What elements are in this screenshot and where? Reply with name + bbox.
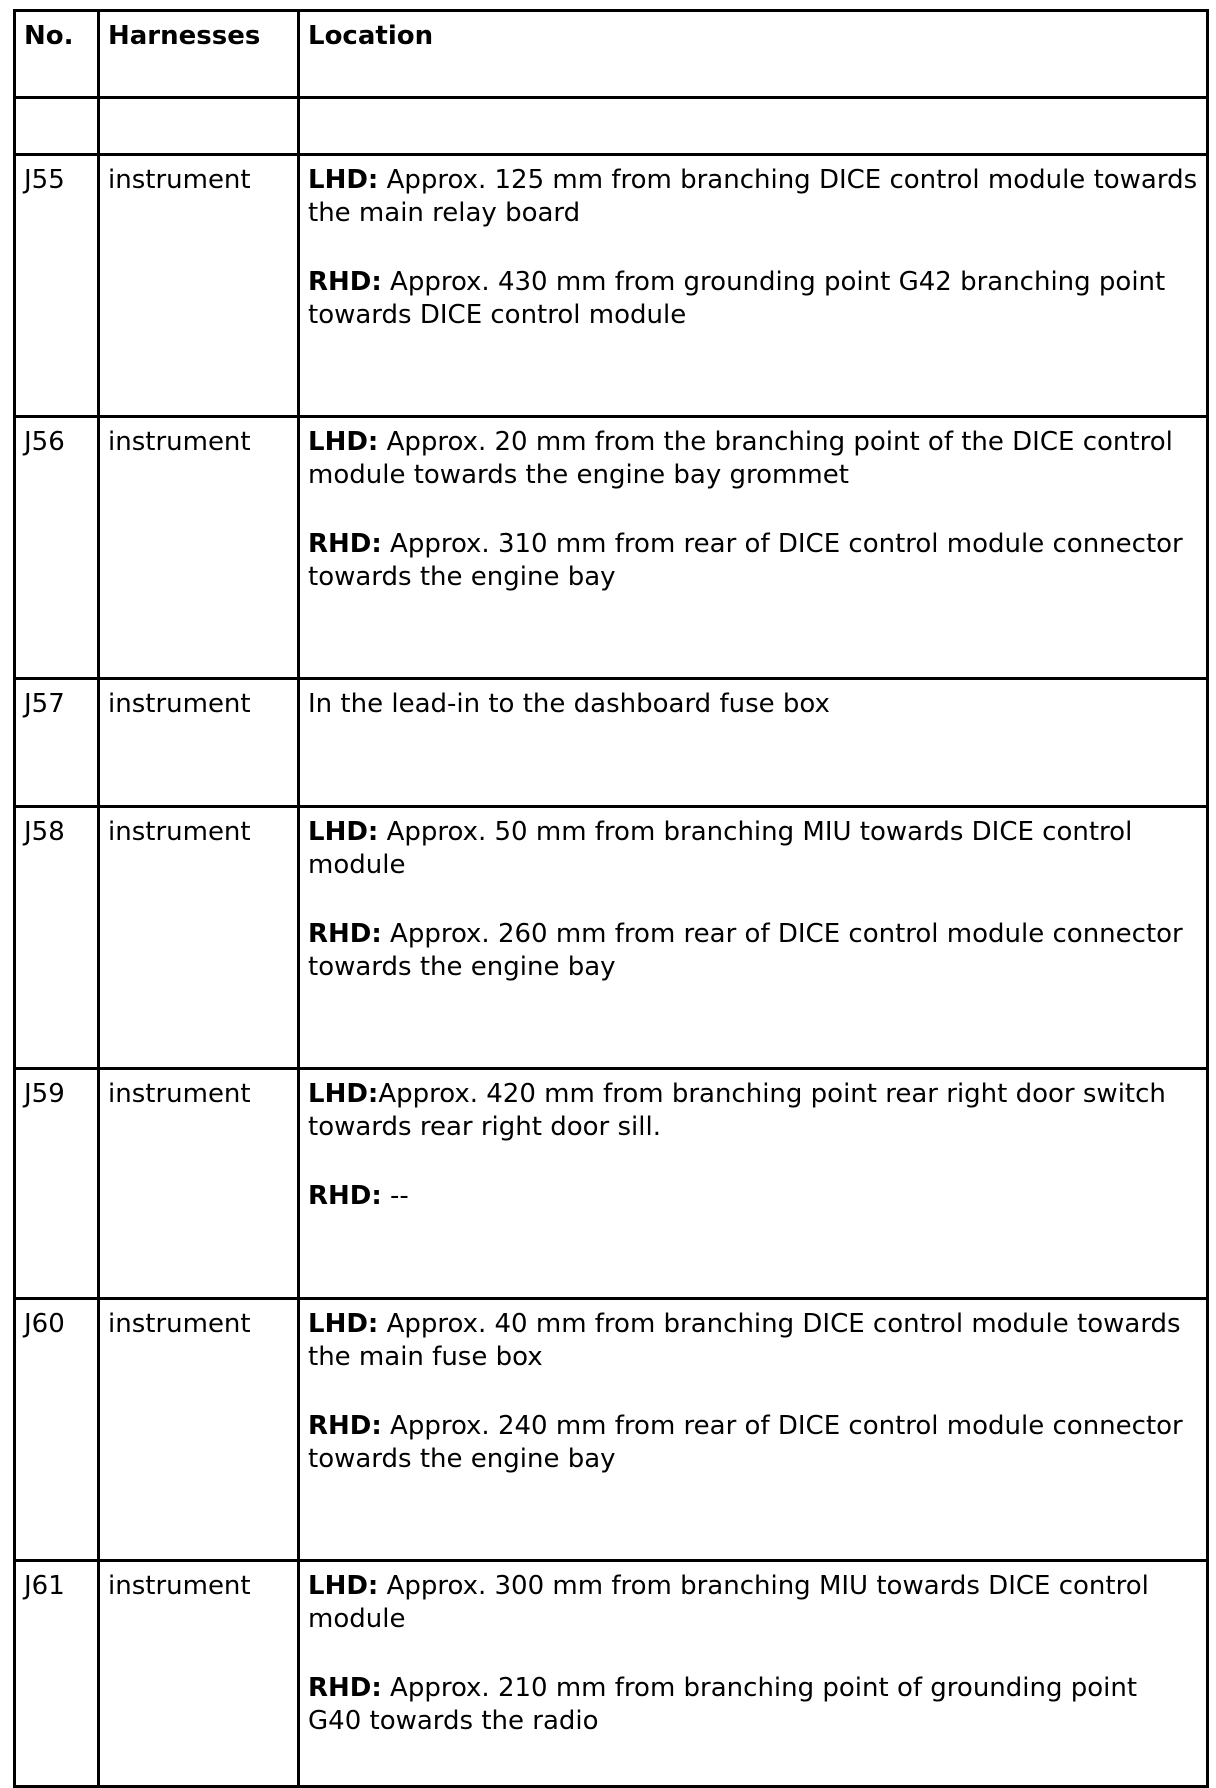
header-location: Location [299,11,1208,98]
table-row [15,1561,1208,1787]
rhd-paragraph [308,528,1198,594]
row-harness: instrument [99,1069,299,1299]
lhd-paragraph [308,164,1198,230]
blank-row [15,98,1208,155]
row-location [299,679,1208,807]
rhd-label: RHD: [308,1411,382,1441]
row-location [299,1299,1208,1561]
blank-cell [15,98,99,155]
rhd-paragraph [308,1410,1198,1476]
row-location [299,1069,1208,1299]
lhd-paragraph [308,1308,1198,1374]
rhd-label: RHD: [308,1673,382,1703]
rhd-text: Approx. 310 mm from rear of DICE control module connector towards the engine bay [308,529,1183,592]
rhd-text: -- [381,1181,409,1211]
row-harness: instrument [99,679,299,807]
rhd-text: Approx. 430 mm from grounding point G42 branching point towards DICE control module [308,267,1166,330]
rhd-paragraph [308,266,1198,332]
row-location [299,807,1208,1069]
lhd-text: Approx. 50 mm from branching MIU towards DICE control module [308,817,1133,880]
harness-location-table [13,9,1209,1788]
row-no: J55 [15,155,99,417]
row-harness: instrument [99,807,299,1069]
row-harness: instrument [99,417,299,679]
lhd-text: Approx. 20 mm from the branching point of the DICE control module towards the engine bay grommet [308,427,1173,490]
rhd-text: Approx. 210 mm from branching point of grounding point G40 towards the radio [308,1673,1138,1736]
rhd-label: RHD: [308,529,382,559]
table-row [15,155,1208,417]
lhd-paragraph [308,1570,1198,1636]
table-row [15,679,1208,807]
row-no: J58 [15,807,99,1069]
row-harness: instrument [99,1299,299,1561]
lhd-text: Approx. 125 mm from branching DICE control module towards the main relay board [308,165,1198,228]
row-no: J59 [15,1069,99,1299]
row-no: J56 [15,417,99,679]
lhd-label: LHD: [308,1309,379,1339]
lhd-paragraph [308,426,1198,492]
lhd-paragraph [308,816,1198,882]
table-row [15,417,1208,679]
lhd-label: LHD: [308,427,379,457]
row-location [299,1561,1208,1787]
blank-cell [299,98,1208,155]
table-row [15,1299,1208,1561]
row-no: J60 [15,1299,99,1561]
location-paragraph: In the lead-in to the dashboard fuse box [308,689,830,719]
lhd-label: LHD: [308,1571,379,1601]
rhd-label: RHD: [308,267,382,297]
row-location [299,417,1208,679]
row-harness: instrument [99,155,299,417]
rhd-label: RHD: [308,919,382,949]
table-header-row [15,11,1208,98]
table-row [15,807,1208,1069]
lhd-label: LHD: [308,165,379,195]
lhd-text: Approx. 300 mm from branching MIU towards DICE control module [308,1571,1149,1634]
row-no: J57 [15,679,99,807]
rhd-paragraph [308,1180,1198,1213]
rhd-text: Approx. 240 mm from rear of DICE control module connector towards the engine bay [308,1411,1183,1474]
lhd-label: LHD: [308,817,379,847]
table-row [15,1069,1208,1299]
lhd-label: LHD: [308,1079,379,1109]
lhd-text: Approx. 420 mm from branching point rear right door switch towards rear right door sill. [308,1079,1166,1142]
row-harness: instrument [99,1561,299,1787]
lhd-text: Approx. 40 mm from branching DICE control module towards the main fuse box [308,1309,1181,1372]
lhd-paragraph [308,1078,1198,1144]
rhd-paragraph [308,1672,1198,1738]
rhd-paragraph [308,918,1198,984]
rhd-text: Approx. 260 mm from rear of DICE control module connector towards the engine bay [308,919,1183,982]
blank-cell [99,98,299,155]
header-harnesses: Harnesses [99,11,299,98]
rhd-label: RHD: [308,1181,382,1211]
row-no: J61 [15,1561,99,1787]
row-location [299,155,1208,417]
header-no: No. [15,11,99,98]
